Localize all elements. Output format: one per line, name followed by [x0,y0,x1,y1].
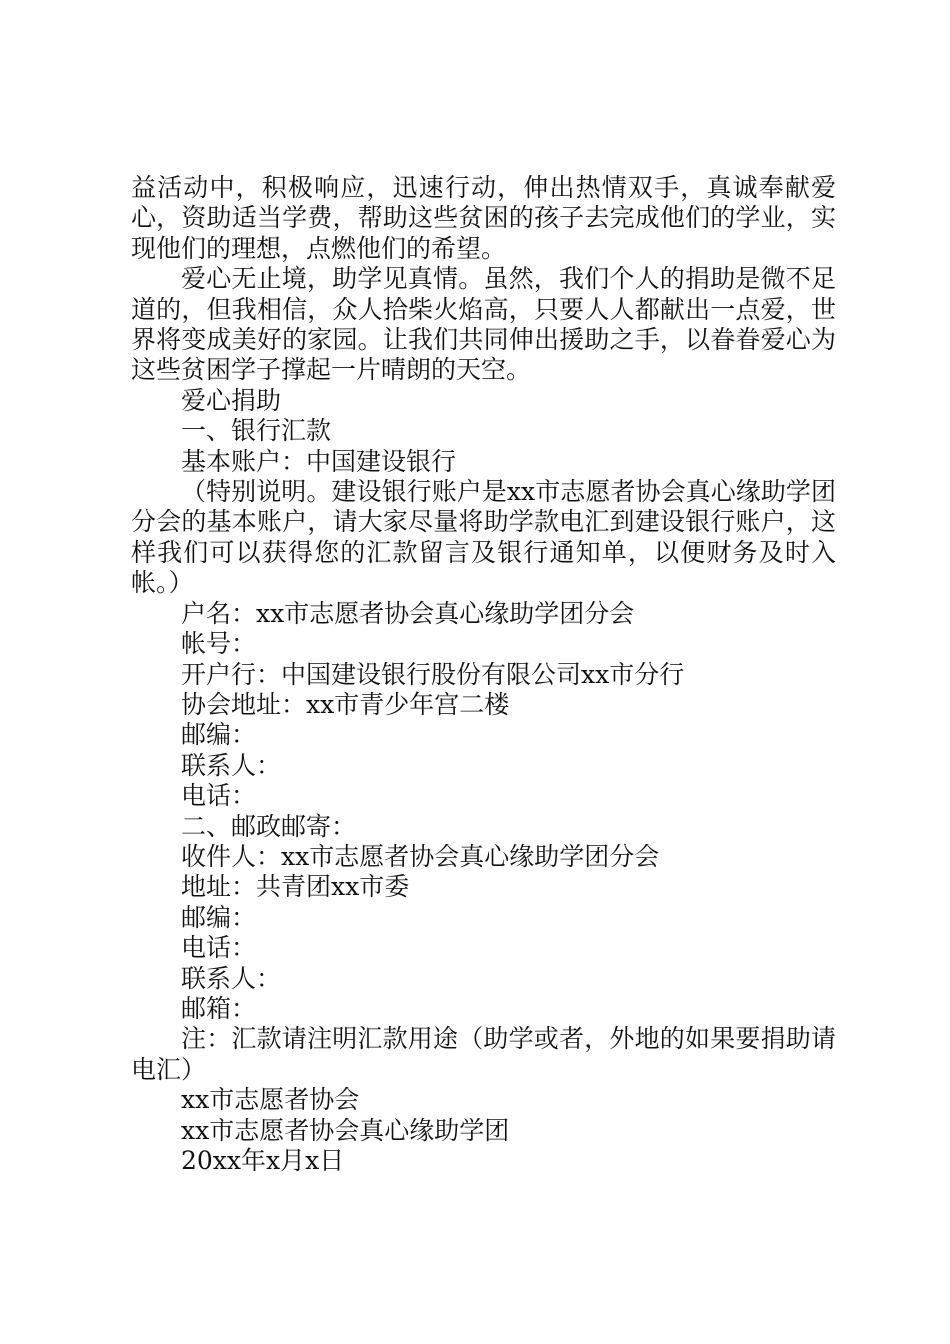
info-line: 协会地址：xx市青少年宫二楼 [181,689,510,719]
info-line: 帐号： [181,629,257,659]
info-line: 邮编： [181,902,257,932]
info-line: 邮箱： [181,993,257,1023]
paragraph: 爱心无止境，助学见真情。虽然，我们个人的捐助是微不足道的，但我相信，众人拾柴火焰高，只要人人都献出一点爱，世界将变成美好的家园。让我们共同伸出援助之手，以眷眷爱心为这些贫困学子撑起一片晴朗的天空。 [131,264,836,385]
paragraph: （特别说明。建设银行账户是xx市志愿者协会真心缘助学团分会的基本账户，请大家尽量将助学款电汇到建设银行账户，这样我们可以获得您的汇款留言及银行通知单，以便财务及时入帐。） [131,477,836,598]
info-line: 基本账户：中国建设银行 [181,446,457,476]
info-line: 电话： [181,933,257,963]
section-heading: 爱心捐助 [181,385,282,415]
signature-line: xx市志愿者协会 [181,1085,360,1115]
note-paragraph: 注：汇款请注明汇款用途（助学或者，外地的如果要捐助请电汇） [131,1024,836,1084]
document-body [131,173,836,1176]
info-line: 邮编： [181,720,257,750]
info-line: 户名：xx市志愿者协会真心缘助学团分会 [181,598,635,628]
info-line: 开户行：中国建设银行股份有限公司xx市分行 [181,659,685,689]
info-line: 联系人： [181,750,282,780]
paragraph: 益活动中，积极响应，迅速行动，伸出热情双手，真诚奉献爱心，资助适当学费，帮助这些贫困的孩子去完成他们的学业，实现他们的理想，点燃他们的希望。 [131,173,836,263]
info-line: 电话： [181,781,257,811]
section-heading: 一、银行汇款 [181,416,332,446]
info-line: 联系人： [181,963,282,993]
signature-line: xx市志愿者协会真心缘助学团 [181,1115,510,1145]
date-line: 20xx年x月x日 [181,1146,345,1175]
info-line: 收件人：xx市志愿者协会真心缘助学团分会 [181,841,660,871]
section-heading: 二、邮政邮寄： [181,811,357,841]
info-line: 地址：共青团xx市委 [181,872,410,902]
